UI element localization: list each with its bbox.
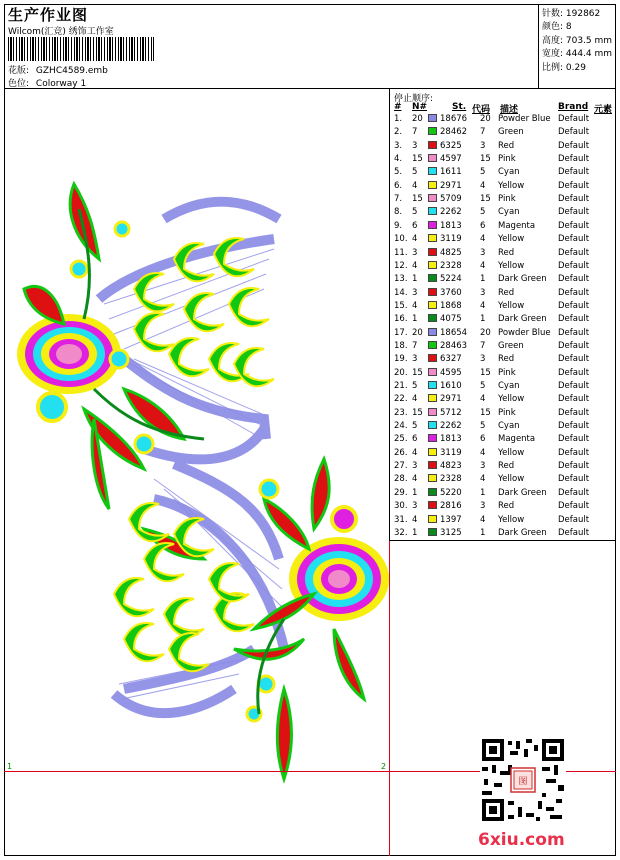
color-swatch — [428, 448, 437, 456]
table-row — [390, 301, 617, 314]
design-label: 花版: — [8, 66, 30, 76]
table-row — [390, 288, 617, 301]
design-file — [8, 63, 108, 76]
color-swatch — [428, 501, 437, 509]
needle-number: 5 — [412, 381, 418, 391]
thread-brand: Default — [558, 260, 590, 271]
table-row — [390, 207, 617, 220]
table-row — [390, 261, 617, 274]
stitch-count-cell: 1611 — [440, 167, 462, 178]
seal-glyph: 图 — [518, 777, 528, 787]
color-description: Pink — [498, 154, 516, 165]
row-number: 24. — [394, 421, 408, 432]
stitch-count-cell: 4597 — [440, 154, 462, 165]
color-description: Pink — [498, 407, 516, 418]
color-code: 15 — [480, 407, 491, 418]
needle-number: 15 — [412, 194, 423, 205]
color-swatch — [428, 114, 437, 122]
needle-number: 1 — [412, 527, 418, 538]
needle-number: 3 — [412, 247, 418, 258]
table-row — [390, 368, 617, 381]
thread-brand: Default — [558, 220, 590, 231]
qr-code — [480, 737, 566, 823]
thread-brand: Default — [558, 327, 590, 338]
color-swatch — [428, 127, 437, 135]
color-code: 4 — [480, 234, 486, 245]
needle-number: 15 — [412, 367, 423, 378]
table-row — [390, 394, 617, 407]
stitch-count-cell: 5224 — [440, 274, 462, 285]
color-code: 4 — [480, 180, 486, 191]
color-swatch — [428, 381, 437, 389]
col-brand: Brand — [558, 102, 589, 112]
color-swatch — [428, 328, 437, 336]
row-number: 23. — [394, 407, 408, 418]
color-code: 6 — [480, 434, 486, 445]
stitch-count-cell: 18654 — [440, 327, 468, 338]
page-title: 生产作业图 — [8, 6, 89, 24]
col-desc: 描述 — [500, 105, 519, 115]
table-row — [390, 488, 617, 501]
color-swatch — [428, 261, 437, 269]
color-swatch — [428, 314, 437, 322]
color-code: 15 — [480, 154, 491, 165]
stitch-count-cell: 28462 — [440, 127, 468, 138]
stitch-count-cell: 3119 — [440, 234, 462, 245]
color-description: Red — [498, 354, 515, 365]
color-description: Dark Green — [498, 314, 547, 325]
thread-brand: Default — [558, 314, 590, 325]
thread-brand: Default — [558, 367, 590, 378]
color-description: Dark Green — [498, 487, 547, 498]
row-number: 30. — [394, 501, 408, 512]
stop-sequence-table — [389, 89, 616, 541]
stitch-count-cell: 2262 — [440, 421, 462, 432]
row-number: 21. — [394, 381, 408, 391]
color-description: Red — [498, 501, 515, 512]
color-description: Pink — [498, 194, 516, 205]
thread-brand: Default — [558, 514, 590, 525]
row-number: 13. — [394, 274, 408, 285]
color-description: Dark Green — [498, 274, 547, 285]
table-row — [390, 501, 617, 514]
table-row — [390, 328, 617, 341]
table-row — [390, 314, 617, 327]
color-swatch — [428, 248, 437, 256]
thread-brand: Default — [558, 180, 590, 191]
color-swatch — [428, 341, 437, 349]
row-number: 22. — [394, 394, 408, 405]
color-description: Cyan — [498, 207, 520, 218]
col-code: 代码 — [472, 105, 491, 115]
color-swatch — [428, 408, 437, 416]
color-code: 7 — [480, 340, 486, 351]
row-number: 6. — [394, 180, 403, 191]
row-number: 16. — [394, 314, 408, 325]
stitch-count-cell: 5712 — [440, 407, 462, 418]
color-description: Yellow — [498, 234, 525, 245]
scale: 比例: 0.29 — [542, 63, 586, 73]
stitch-count: 针数: 192862 — [542, 9, 601, 19]
color-swatch — [428, 301, 437, 309]
needle-number: 4 — [412, 474, 418, 485]
stop-sequence-title: 停止顺序: — [394, 94, 434, 104]
table-row — [390, 221, 617, 234]
table-row — [390, 448, 617, 461]
thread-brand: Default — [558, 421, 590, 432]
color-swatch — [428, 194, 437, 202]
row-number: 15. — [394, 300, 408, 311]
thread-brand: Default — [558, 154, 590, 165]
color-code: 3 — [480, 461, 486, 472]
header-panel — [4, 4, 539, 89]
stitch-count-cell: 3125 — [440, 527, 462, 538]
stitch-count-cell: 1868 — [440, 300, 462, 311]
stitch-count-cell: 5709 — [440, 194, 462, 205]
table-row — [390, 181, 617, 194]
color-description: Dark Green — [498, 527, 547, 538]
thread-brand: Default — [558, 407, 590, 418]
thread-brand: Default — [558, 167, 590, 178]
color-code: 3 — [480, 247, 486, 258]
needle-number: 4 — [412, 447, 418, 458]
stitch-count-cell: 1813 — [440, 220, 462, 231]
color-code: 1 — [480, 274, 486, 285]
stitch-count-cell: 3760 — [440, 287, 462, 298]
thread-brand: Default — [558, 474, 590, 485]
needle-number: 1 — [412, 487, 418, 498]
needle-number: 6 — [412, 434, 418, 445]
thread-brand: Default — [558, 114, 590, 124]
col-element: 元素 — [594, 105, 613, 115]
color-code: 4 — [480, 394, 486, 405]
thread-brand: Default — [558, 434, 590, 445]
color-swatch — [428, 368, 437, 376]
table-row — [390, 141, 617, 154]
thread-brand: Default — [558, 247, 590, 258]
needle-number: 1 — [412, 314, 418, 325]
color-code: 3 — [480, 501, 486, 512]
stitch-count-cell: 28463 — [440, 340, 468, 351]
stats-panel — [539, 4, 616, 89]
color-description: Powder Blue — [498, 327, 551, 338]
needle-number: 3 — [412, 501, 418, 512]
stitch-count-cell: 2262 — [440, 207, 462, 218]
table-row — [390, 408, 617, 421]
color-swatch — [428, 354, 437, 362]
thread-brand: Default — [558, 354, 590, 365]
row-number: 10. — [394, 234, 408, 245]
table-row — [390, 194, 617, 207]
stitch-count-cell: 18676 — [440, 114, 468, 124]
needle-number: 4 — [412, 234, 418, 245]
row-number: 5. — [394, 167, 403, 178]
corner-marker-left: 1 — [7, 762, 13, 771]
thread-brand: Default — [558, 340, 590, 351]
thread-brand: Default — [558, 234, 590, 245]
needle-number: 5 — [412, 207, 418, 218]
color-swatch — [428, 394, 437, 402]
table-row — [390, 154, 617, 167]
color-code: 5 — [480, 167, 486, 178]
color-swatch — [428, 474, 437, 482]
table-row — [390, 114, 617, 127]
embroidery-preview — [4, 89, 389, 856]
needle-number: 3 — [412, 354, 418, 365]
color-code: 1 — [480, 487, 486, 498]
thread-brand: Default — [558, 447, 590, 458]
color-swatch — [428, 141, 437, 149]
colorway — [8, 76, 86, 89]
color-description: Red — [498, 247, 515, 258]
color-swatch — [428, 434, 437, 442]
color-swatch — [428, 234, 437, 242]
color-code: 15 — [480, 367, 491, 378]
color-code: 5 — [480, 381, 486, 391]
color-description: Magenta — [498, 220, 536, 231]
row-number: 31. — [394, 514, 408, 525]
color-code: 3 — [480, 140, 486, 151]
needle-number: 5 — [412, 167, 418, 178]
color-swatch — [428, 167, 437, 175]
stitch-count-cell: 1610 — [440, 381, 462, 391]
color-code: 3 — [480, 354, 486, 365]
color-code: 3 — [480, 287, 486, 298]
thread-brand: Default — [558, 394, 590, 405]
thread-brand: Default — [558, 287, 590, 298]
color-code: 5 — [480, 207, 486, 218]
color-code: 4 — [480, 447, 486, 458]
color-description: Powder Blue — [498, 114, 551, 124]
stitch-count-cell: 4075 — [440, 314, 462, 325]
row-number: 12. — [394, 260, 408, 271]
corner-marker-right: 2 — [381, 762, 387, 771]
color-description: Red — [498, 140, 515, 151]
color-swatch — [428, 421, 437, 429]
color-code: 5 — [480, 421, 486, 432]
color-count: 颜色: 8 — [542, 22, 572, 32]
thread-brand: Default — [558, 527, 590, 538]
table-row — [390, 248, 617, 261]
color-code: 15 — [480, 194, 491, 205]
color-description: Green — [498, 127, 524, 138]
color-description: Red — [498, 461, 515, 472]
color-description: Cyan — [498, 167, 520, 178]
thread-brand: Default — [558, 461, 590, 472]
color-description: Yellow — [498, 180, 525, 191]
row-number: 8. — [394, 207, 403, 218]
row-number: 4. — [394, 154, 403, 165]
color-swatch — [428, 274, 437, 282]
row-number: 11. — [394, 247, 408, 258]
color-swatch — [428, 488, 437, 496]
table-row — [390, 515, 617, 528]
thread-brand: Default — [558, 127, 590, 138]
stitch-count-cell: 2816 — [440, 501, 462, 512]
colorway-value: Colorway 1 — [35, 79, 87, 89]
barcode — [8, 37, 154, 61]
color-swatch — [428, 181, 437, 189]
color-code: 4 — [480, 474, 486, 485]
needle-number: 7 — [412, 127, 418, 138]
thread-brand: Default — [558, 274, 590, 285]
row-number: 27. — [394, 461, 408, 472]
table-row — [390, 127, 617, 140]
row-number: 25. — [394, 434, 408, 445]
needle-number: 4 — [412, 180, 418, 191]
stitch-count-cell: 2971 — [440, 394, 462, 405]
needle-number: 7 — [412, 340, 418, 351]
stitch-count-cell: 6325 — [440, 140, 462, 151]
color-swatch — [428, 288, 437, 296]
color-description: Yellow — [498, 474, 525, 485]
color-swatch — [428, 207, 437, 215]
stitch-count-cell: 4825 — [440, 247, 462, 258]
color-description: Yellow — [498, 260, 525, 271]
stitch-count-cell: 3119 — [440, 447, 462, 458]
thread-brand: Default — [558, 487, 590, 498]
col-stitches: St. — [452, 102, 467, 112]
thread-brand: Default — [558, 194, 590, 205]
color-description: Yellow — [498, 394, 525, 405]
needle-number: 6 — [412, 220, 418, 231]
col-needle: N# — [412, 102, 428, 112]
table-row — [390, 528, 617, 541]
color-code: 20 — [480, 327, 491, 338]
row-number: 18. — [394, 340, 408, 351]
color-description: Cyan — [498, 381, 520, 391]
row-number: 28. — [394, 474, 408, 485]
needle-number: 4 — [412, 260, 418, 271]
table-row — [390, 341, 617, 354]
color-code: 4 — [480, 514, 486, 525]
row-number: 19. — [394, 354, 408, 365]
table-row — [390, 167, 617, 180]
color-code: 1 — [480, 314, 486, 325]
colorway-label: 色位: — [8, 79, 30, 89]
row-number: 29. — [394, 487, 408, 498]
needle-number: 4 — [412, 394, 418, 405]
needle-number: 3 — [412, 140, 418, 151]
needle-number: 4 — [412, 300, 418, 311]
embroidery-artwork — [4, 89, 389, 856]
color-swatch — [428, 154, 437, 162]
needle-number: 3 — [412, 287, 418, 298]
row-number: 20. — [394, 367, 408, 378]
color-swatch — [428, 221, 437, 229]
col-no: # — [394, 102, 402, 112]
stitch-count-cell: 1397 — [440, 514, 462, 525]
needle-number: 20 — [412, 327, 423, 338]
row-number: 32. — [394, 527, 408, 538]
color-code: 7 — [480, 127, 486, 138]
design-width: 宽度: 444.4 mm — [542, 49, 613, 59]
stitch-count-cell: 6327 — [440, 354, 462, 365]
row-number: 9. — [394, 220, 403, 231]
row-number: 17. — [394, 327, 408, 338]
thread-brand: Default — [558, 501, 590, 512]
company-name: Wilcom(汇竞) 绣饰工作室 — [8, 27, 114, 37]
row-number: 1. — [394, 114, 403, 124]
color-code: 6 — [480, 220, 486, 231]
thread-brand: Default — [558, 140, 590, 151]
color-description: Red — [498, 287, 515, 298]
stitch-count-cell: 4823 — [440, 461, 462, 472]
design-value: GZHC4589.emb — [35, 66, 108, 76]
color-code: 4 — [480, 260, 486, 271]
color-swatch — [428, 461, 437, 469]
color-description: Green — [498, 340, 524, 351]
thread-brand: Default — [558, 381, 590, 391]
table-row — [390, 381, 617, 394]
color-swatch — [428, 515, 437, 523]
stitch-count-cell: 4595 — [440, 367, 462, 378]
color-description: Cyan — [498, 421, 520, 432]
table-row — [390, 434, 617, 447]
row-number: 26. — [394, 447, 408, 458]
table-row — [390, 474, 617, 487]
needle-number: 4 — [412, 514, 418, 525]
needle-number: 15 — [412, 407, 423, 418]
color-description: Yellow — [498, 447, 525, 458]
color-code: 4 — [480, 300, 486, 311]
thread-brand: Default — [558, 300, 590, 311]
table-row — [390, 274, 617, 287]
stitch-count-cell: 2328 — [440, 260, 462, 271]
color-description: Magenta — [498, 434, 536, 445]
stitch-count-cell: 5220 — [440, 487, 462, 498]
color-code: 20 — [480, 114, 491, 124]
watermark-logo: 6xiu.com — [478, 830, 565, 850]
color-description: Yellow — [498, 300, 525, 311]
color-description: Yellow — [498, 514, 525, 525]
stitch-count-cell: 1813 — [440, 434, 462, 445]
color-swatch — [428, 528, 437, 536]
needle-number: 3 — [412, 461, 418, 472]
design-height: 高度: 703.5 mm — [542, 36, 613, 46]
needle-number: 15 — [412, 154, 423, 165]
table-row — [390, 421, 617, 434]
color-description: Pink — [498, 367, 516, 378]
needle-number: 1 — [412, 274, 418, 285]
table-row — [390, 461, 617, 474]
row-number: 14. — [394, 287, 408, 298]
row-number: 2. — [394, 127, 403, 138]
table-row — [390, 354, 617, 367]
stitch-count-cell: 2971 — [440, 180, 462, 191]
row-number: 7. — [394, 194, 403, 205]
needle-number: 5 — [412, 421, 418, 432]
needle-number: 20 — [412, 114, 423, 124]
color-code: 1 — [480, 527, 486, 538]
row-number: 3. — [394, 140, 403, 151]
table-row — [390, 234, 617, 247]
stitch-count-cell: 2328 — [440, 474, 462, 485]
thread-brand: Default — [558, 207, 590, 218]
